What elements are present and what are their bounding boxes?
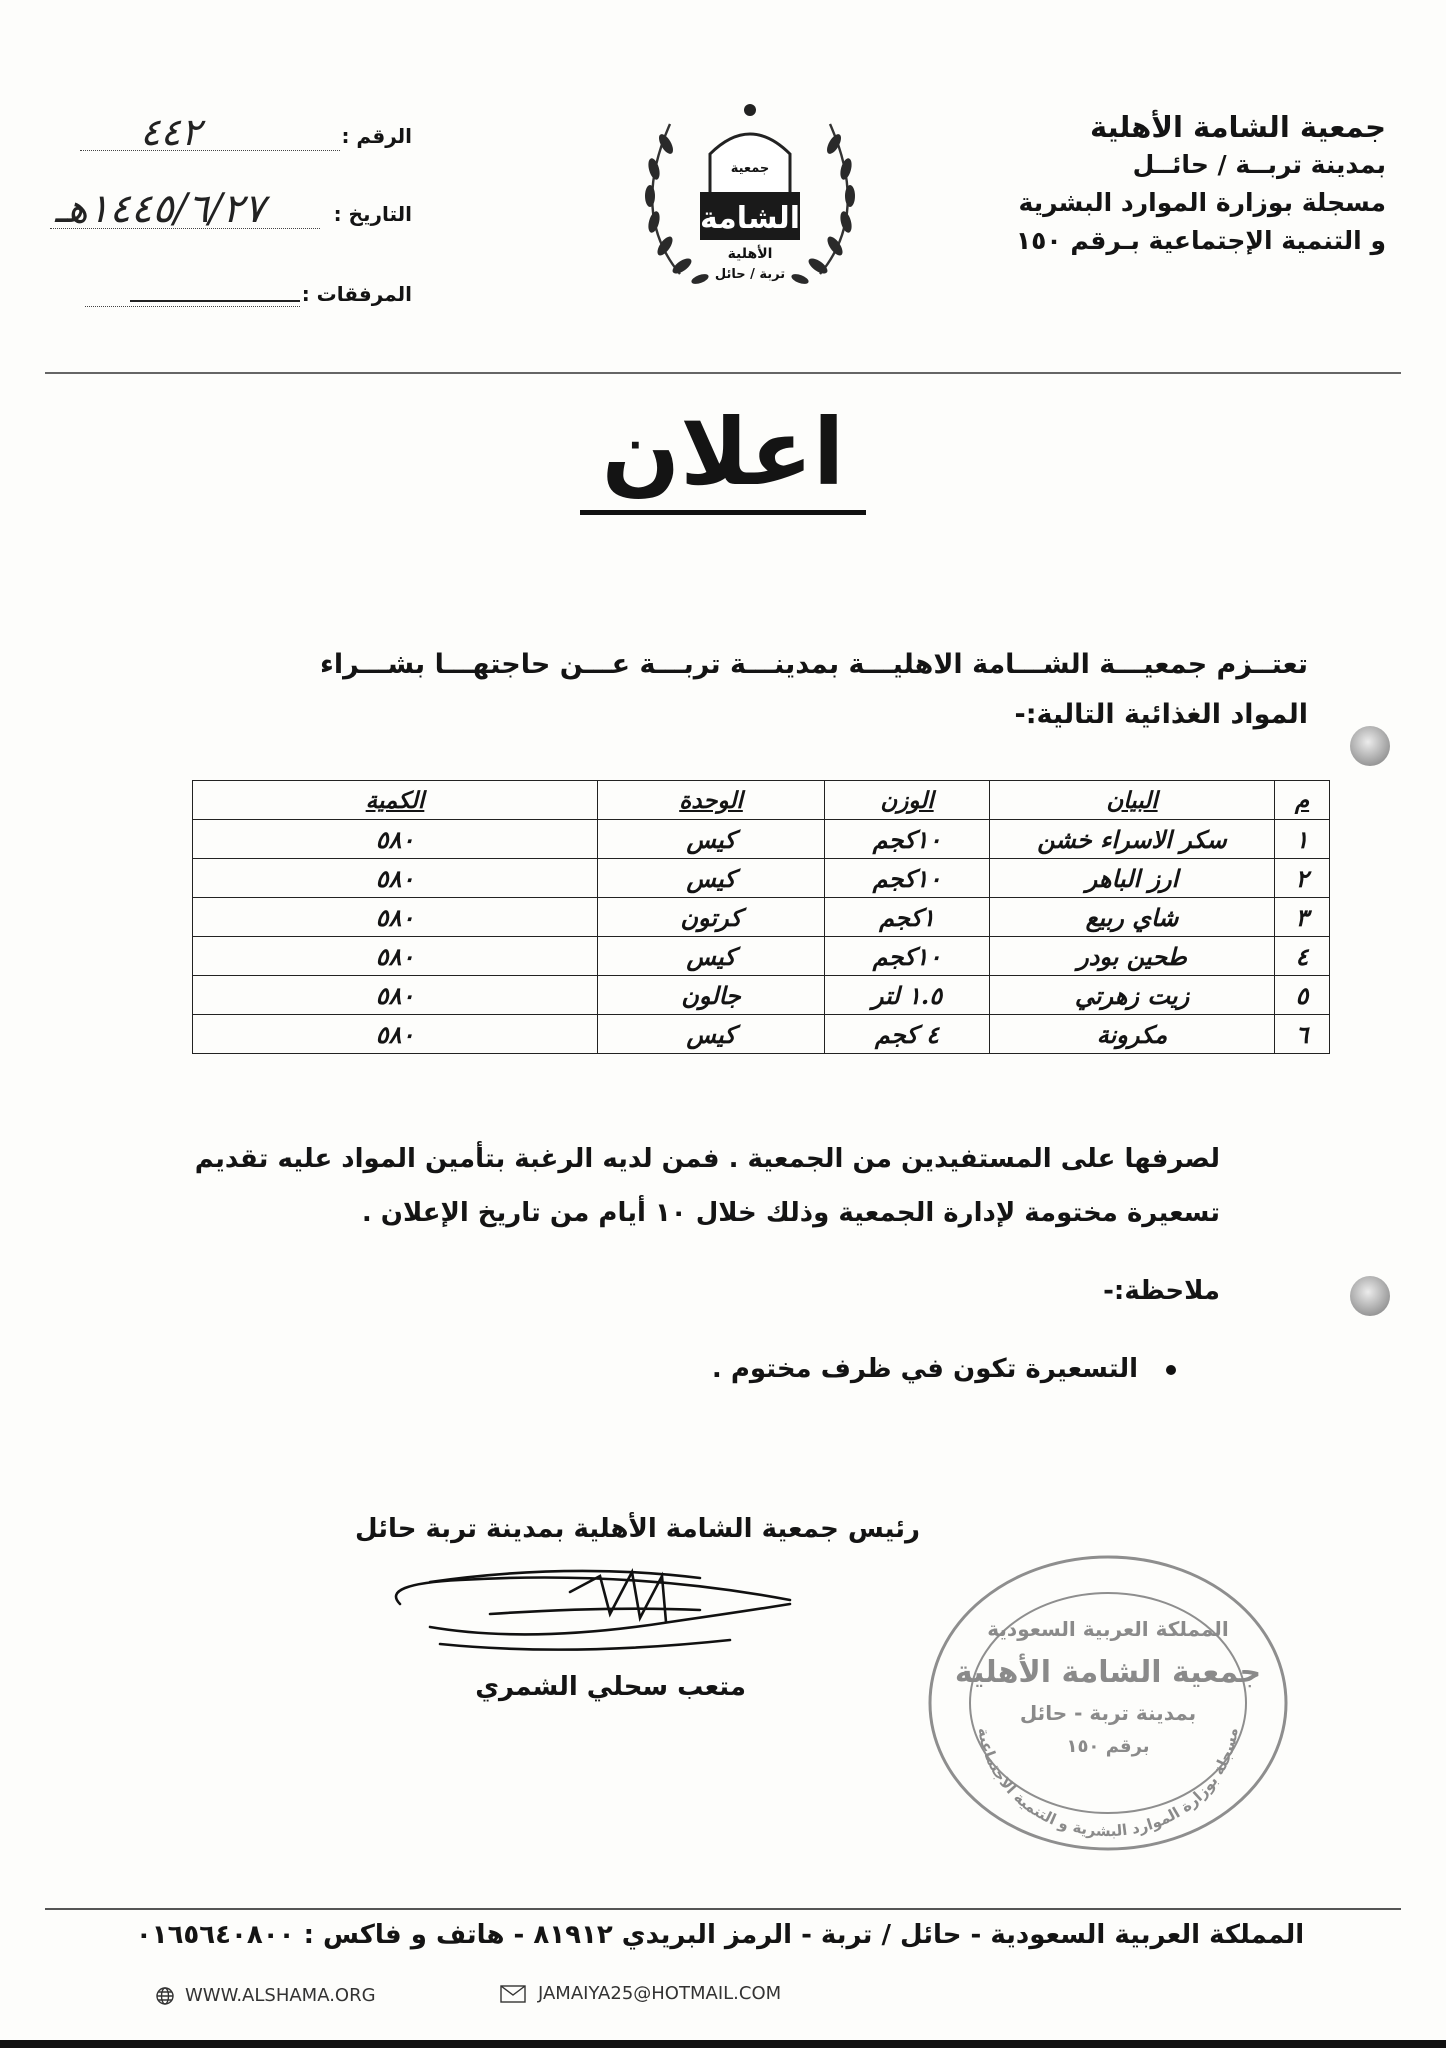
cell-unit: كيس [598, 1015, 825, 1054]
cell-description: زيت زهرتي [990, 976, 1275, 1015]
col-header-index: م [1275, 781, 1330, 820]
attachments-label: المرفقات : [301, 282, 412, 306]
ref-number-handwritten: ٤٤٢ [140, 110, 202, 154]
punch-hole-bottom [1350, 1276, 1390, 1316]
cell-unit: جالون [598, 976, 825, 1015]
org-registration: مسجلة بوزارة الموارد البشرية [1018, 188, 1386, 217]
ref-number-label: الرقم : [341, 124, 412, 148]
ref-number-line [80, 150, 340, 151]
table-row [193, 937, 1330, 976]
cell-description: ارز الباهر [990, 859, 1275, 898]
punch-hole-top [1350, 726, 1390, 766]
cell-description: طحين بودر [990, 937, 1275, 976]
page-title: اعلان [0, 398, 1446, 515]
mail-icon [500, 1985, 526, 2003]
cell-quantity: ٥٨٠ [193, 898, 598, 937]
cell-quantity: ٥٨٠ [193, 1015, 598, 1054]
cell-weight: ٤ كجم [825, 1015, 990, 1054]
cell-quantity: ٥٨٠ [193, 937, 598, 976]
emblem-top-text: جمعية [730, 161, 770, 176]
footer-divider [45, 1908, 1401, 1910]
col-header-weight: الوزن [825, 781, 990, 820]
table-row [193, 898, 1330, 937]
attachments-line [85, 306, 300, 307]
cell-quantity: ٥٨٠ [193, 859, 598, 898]
items-table [192, 780, 1330, 1054]
cell-index: ٢ [1275, 859, 1330, 898]
email-text: JAMAIYA25@HOTMAIL.COM [538, 1983, 782, 2004]
attachments-dash [130, 300, 300, 302]
footer-address: المملكة العربية السعودية - حائل / تربة - الرمز البريدي ٨١٩١٢ - هاتف و فاكس : ٠١٦٥٦٤٠٨٠٠ [135, 1920, 1305, 1950]
cell-description: شاي ربيع [990, 898, 1275, 937]
cell-index: ٦ [1275, 1015, 1330, 1054]
note-label: ملاحظة:- [1103, 1276, 1220, 1306]
website-text: WWW.ALSHAMA.ORG [185, 1985, 376, 2006]
cell-description: سكر الاسراء خشن [990, 820, 1275, 859]
signatory-title: رئيس جمعية الشامة الأهلية بمدينة تربة حائل [355, 1514, 920, 1544]
cell-weight: ١كجم [825, 898, 990, 937]
cell-quantity: ٥٨٠ [193, 976, 598, 1015]
cell-weight: ١٠كجم [825, 859, 990, 898]
cell-description: مكرونة [990, 1015, 1275, 1054]
official-stamp [918, 1548, 1298, 1858]
handwritten-signature [370, 1552, 810, 1662]
signatory-name: متعب سحلي الشمري [475, 1672, 746, 1702]
cell-index: ٤ [1275, 937, 1330, 976]
org-header [966, 108, 1386, 260]
stamp-top-text: المملكة العربية السعودية [987, 1617, 1229, 1641]
cell-weight: ١٠كجم [825, 937, 990, 976]
stamp-line4-text: برقم ١٥٠ [1066, 1736, 1150, 1757]
header-divider [45, 372, 1401, 374]
col-header-quantity: الكمية [193, 781, 598, 820]
footer-website [155, 1985, 376, 2006]
cell-quantity: ٥٨٠ [193, 820, 598, 859]
org-emblem-logo [610, 74, 890, 314]
bullet-dot [1166, 1365, 1176, 1375]
stamp-line3-text: بمدينة تربة - حائل [1019, 1701, 1197, 1725]
col-header-description: البيان [990, 781, 1275, 820]
emblem-main-text: الشامة [699, 201, 801, 236]
table-row [193, 1015, 1330, 1054]
cell-unit: كيس [598, 937, 825, 976]
scan-bottom-edge [0, 2040, 1446, 2048]
globe-icon [155, 1986, 175, 2006]
cell-index: ٣ [1275, 898, 1330, 937]
footer-email [500, 1983, 781, 2004]
cell-weight: ١٠كجم [825, 820, 990, 859]
table-header-row [193, 781, 1330, 820]
note-bullet-item [712, 1354, 1176, 1384]
table-row [193, 859, 1330, 898]
note-bullet-text: التسعيرة تكون في ظرف مختوم . [711, 1354, 1138, 1384]
cell-unit: كيس [598, 859, 825, 898]
stamp-ring-text: مسجلة بوزارة الموارد البشرية و التنمية الاجتماعية [974, 1726, 1242, 1841]
cell-unit: كيس [598, 820, 825, 859]
table-row [193, 976, 1330, 1015]
intro-line-2: المواد الغذائية التالية:- [1014, 699, 1308, 730]
emblem-sub2-text: تربة / حائل [714, 267, 786, 282]
body-line-2: تسعيرة مختومة لإدارة الجمعية وذلك خلال ١٠ أيام من تاريخ الإعلان . [361, 1198, 1220, 1228]
org-name: جمعية الشامة الأهلية [1089, 110, 1386, 144]
emblem-sub1-text: الأهلية [727, 246, 773, 262]
date-label: التاريخ : [333, 202, 412, 226]
col-header-unit: الوحدة [598, 781, 825, 820]
cell-index: ٥ [1275, 976, 1330, 1015]
intro-line-1: تعتــزم جمعيـــة الشـــامة الاهليـــة بمدينـــة تربـــة عـــن حاجتهـــا بشـــراء [320, 649, 1308, 680]
org-city: بمدينة تربــة / حائــل [1132, 150, 1386, 179]
cell-unit: كرتون [598, 898, 825, 937]
stamp-main-text: جمعية الشامة الأهلية [954, 1655, 1262, 1690]
org-registration-number: و التنمية الإجتماعية بـرقم ١٥٠ [1015, 226, 1386, 255]
cell-index: ١ [1275, 820, 1330, 859]
body-line-1: لصرفها على المستفيدين من الجمعية . فمن لديه الرغبة بتأمين المواد عليه تقديم [194, 1144, 1220, 1174]
date-handwritten: ١٤٤٥/٦/٢٧هـ [55, 186, 266, 232]
cell-weight: ١.٥ لتر [825, 976, 990, 1015]
table-row [193, 820, 1330, 859]
